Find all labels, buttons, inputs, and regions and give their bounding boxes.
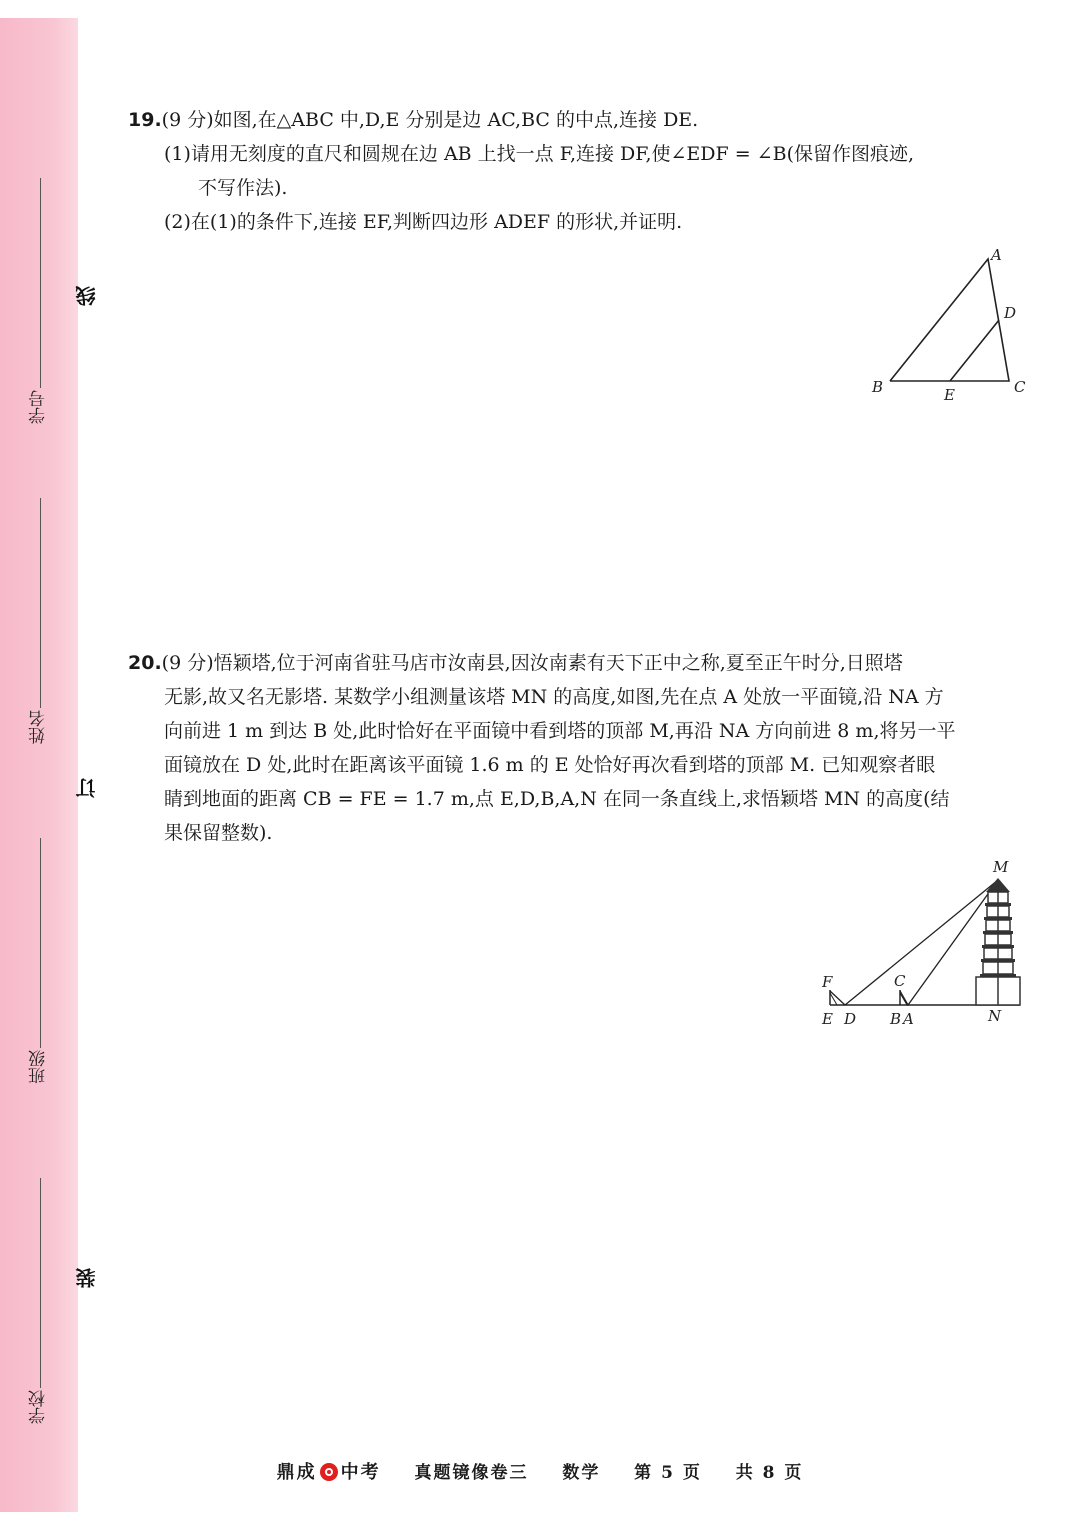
pagoda-figure (810, 850, 1035, 1035)
target-icon (320, 1463, 338, 1481)
question-number: 20. (128, 652, 162, 674)
label-b: B (890, 1010, 902, 1028)
binding-margin (0, 18, 99, 1512)
label-f: F (822, 973, 833, 991)
label-m: M (993, 858, 1009, 876)
pagoda-icon (976, 878, 1020, 1005)
question-line-6: 果保留整数). (164, 822, 273, 844)
page-footer (0, 1458, 1080, 1484)
total-pages: 共 8 页 (735, 1463, 804, 1483)
page-number: 第 5 页 (634, 1463, 702, 1483)
question-stem: (9 分)如图,在△ABC 中,D,E 分别是边 AC,BC 的中点,连接 DE. (161, 109, 699, 131)
school-label: 学校 (29, 1390, 49, 1424)
question-number: 19. (128, 109, 162, 131)
question-line-2: 无影,故又名无影塔. 某数学小组测量该塔 MN 的高度,如图,先在点 A 处放一平面镜,沿 NA 方 (164, 686, 944, 708)
label-d: D (844, 1010, 857, 1028)
label-c: C (1014, 378, 1026, 396)
series-title: 真题镜像卷三 (414, 1463, 529, 1483)
label-b: B (872, 378, 884, 396)
name-label: 姓名 (29, 710, 49, 744)
label-e: E (944, 386, 955, 404)
sight-line-f (830, 880, 998, 1005)
triangle-abc (890, 259, 1009, 381)
label-a: A (903, 1010, 914, 1028)
xian-mark: 线 (75, 286, 99, 306)
question-20 (128, 646, 1028, 850)
brand-right: 中考 (340, 1462, 381, 1483)
segment-de (950, 320, 999, 381)
question-19 (128, 103, 1028, 239)
student-id-label: 学号 (29, 390, 49, 424)
label-e: E (822, 1010, 833, 1028)
question-line-3: 向前进 1 m 到达 B 处,此时恰好在平面镜中看到塔的顶部 M,再沿 NA 方向前进 8 m,将另一平 (164, 720, 956, 742)
observer-cb-mark (900, 993, 907, 1005)
triangle-figure (860, 240, 1040, 410)
student-id-line (40, 178, 41, 388)
question-line-1: (9 分)悟颖塔,位于河南省驻马店市汝南县,因汝南素有天下正中之称,夏至正午时分,日照塔 (161, 652, 903, 674)
label-c: C (894, 972, 906, 990)
ding-mark: 订 (75, 778, 99, 798)
question-line-4: 面镜放在 D 处,此时在距离该平面镜 1.6 m 的 E 处恰好再次看到塔的顶部 M. 已知观察者眼 (164, 754, 936, 776)
part-1-line-1: (1)请用无刻度的直尺和圆规在边 AB 上找一点 F,连接 DF,使∠EDF = ∠B(保留作图痕迹, (164, 143, 915, 165)
question-line-5: 睛到地面的距离 CB = FE = 1.7 m,点 E,D,B,A,N 在同一条直线上,求悟颖塔 MN 的高度(结 (164, 788, 950, 810)
subject: 数学 (562, 1463, 601, 1483)
label-n: N (988, 1007, 1002, 1025)
name-line (40, 498, 41, 708)
part-2: (2)在(1)的条件下,连接 EF,判断四边形 ADEF 的形状,并证明. (164, 211, 683, 233)
part-1-line-2: 不写作法). (198, 177, 288, 199)
brand-left: 鼎成 (276, 1462, 317, 1483)
label-d: D (1004, 304, 1017, 322)
school-line (40, 1178, 41, 1388)
class-line (40, 838, 41, 1048)
label-a: A (991, 246, 1002, 264)
zhuang-mark: 装 (75, 1268, 99, 1288)
class-label: 班级 (29, 1050, 49, 1084)
